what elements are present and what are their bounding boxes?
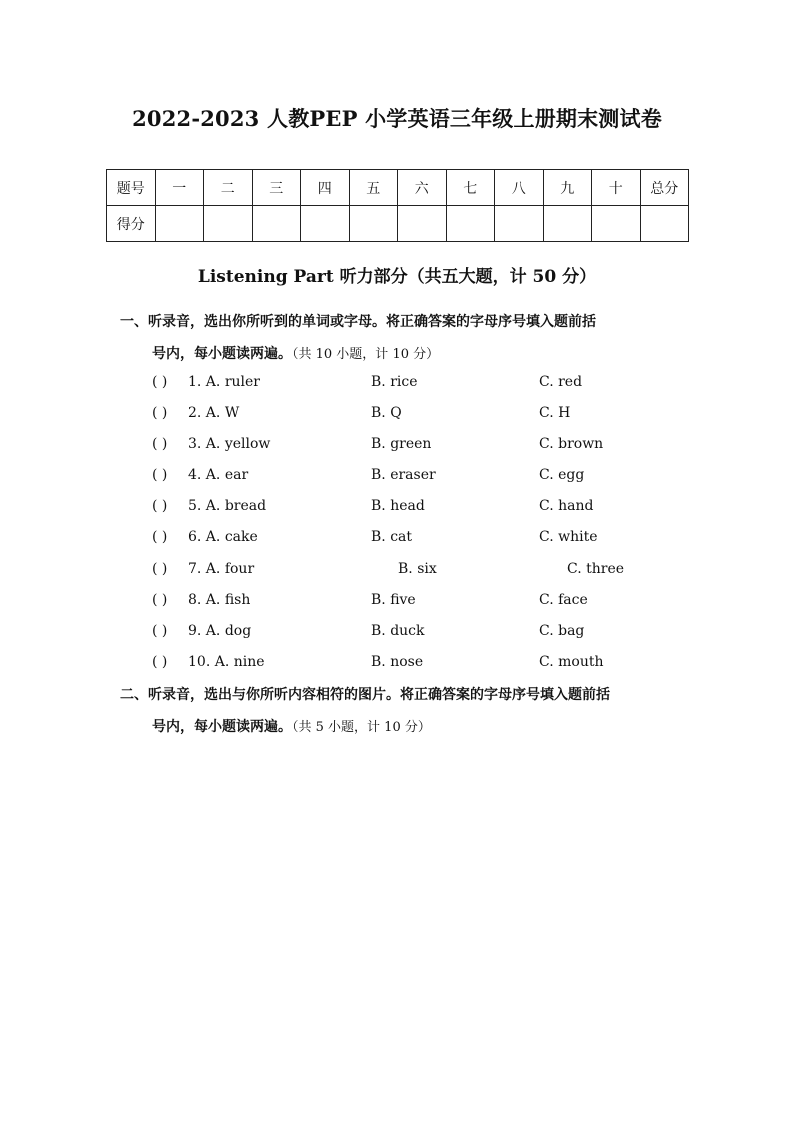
section-2-line-2: [152, 717, 700, 738]
score-blank-cell[interactable]: [204, 206, 253, 242]
question-row: [152, 654, 712, 674]
score-blank-cell[interactable]: [155, 206, 204, 242]
option-c: C. face: [539, 592, 588, 608]
score-blank-cell[interactable]: [640, 206, 689, 242]
score-cell-3: 三: [252, 170, 301, 206]
page-title: 2022-2023 人教PEP 小学英语三年级上册期末测试卷: [132, 106, 662, 131]
section-2-line-2-text: 号内，每小题读两遍。: [152, 719, 292, 735]
option-a: 6. A. cake: [188, 529, 258, 545]
question-row: [152, 436, 712, 456]
answer-blank[interactable]: ( ): [152, 436, 168, 452]
section-1-instructions: [120, 312, 700, 365]
option-b: B. nose: [371, 654, 424, 670]
question-row: [152, 467, 712, 487]
option-b: B. cat: [371, 529, 413, 545]
question-row: [152, 374, 712, 394]
answer-blank[interactable]: ( ): [152, 405, 168, 421]
option-c: C. three: [567, 561, 625, 577]
option-a: 9. A. dog: [188, 623, 252, 639]
score-cell-8: 八: [495, 170, 544, 206]
option-b: B. five: [371, 592, 416, 608]
answer-blank[interactable]: ( ): [152, 467, 168, 483]
score-blank-cell[interactable]: [495, 206, 544, 242]
question-row: [152, 529, 712, 549]
option-b: B. green: [371, 436, 432, 452]
option-c: C. white: [539, 529, 598, 545]
answer-blank[interactable]: ( ): [152, 623, 168, 639]
answer-blank[interactable]: ( ): [152, 561, 168, 577]
option-b: B. eraser: [371, 467, 436, 483]
score-blank-cell[interactable]: [592, 206, 641, 242]
option-c: C. H: [539, 405, 571, 421]
option-a: 10. A. nine: [188, 654, 265, 670]
score-cell-7: 七: [446, 170, 495, 206]
question-row: [152, 561, 712, 581]
score-cell-1: 一: [155, 170, 204, 206]
answer-blank[interactable]: ( ): [152, 498, 168, 514]
option-a: 8. A. fish: [188, 592, 251, 608]
option-a: 7. A. four: [188, 561, 255, 577]
option-c: C. bag: [539, 623, 585, 639]
option-c: C. egg: [539, 467, 585, 483]
score-blank-cell[interactable]: [543, 206, 592, 242]
question-row: [152, 623, 712, 643]
score-blank-cell[interactable]: [349, 206, 398, 242]
option-b: B. Q: [371, 405, 402, 421]
section-2-instructions: [120, 685, 700, 738]
score-cell-label: 题号: [107, 170, 156, 206]
option-a: 3. A. yellow: [188, 436, 271, 452]
option-c: C. brown: [539, 436, 604, 452]
question-row: [152, 405, 712, 425]
score-cell-total: 总分: [640, 170, 689, 206]
score-blank-cell[interactable]: [398, 206, 447, 242]
section-2-note: （共 5 小题，计 10 分）: [292, 720, 431, 735]
score-blank-cell[interactable]: [252, 206, 301, 242]
question-row: [152, 592, 712, 612]
score-blank-cell[interactable]: [301, 206, 350, 242]
answer-blank[interactable]: ( ): [152, 592, 168, 608]
section-1-line-1: 一、听录音，选出你所听到的单词或字母。将正确答案的字母序号填入题前括: [120, 314, 596, 330]
option-a: 2. A. W: [188, 405, 240, 421]
score-cell-5: 五: [349, 170, 398, 206]
score-blank-cell[interactable]: [446, 206, 495, 242]
score-table: [106, 169, 689, 242]
answer-blank[interactable]: ( ): [152, 374, 168, 390]
score-cell-9: 九: [543, 170, 592, 206]
question-row: [152, 498, 712, 518]
section-1-line-2-text: 号内，每小题读两遍。: [152, 346, 292, 362]
section-1-line-2: [152, 344, 700, 365]
answer-blank[interactable]: ( ): [152, 529, 168, 545]
section-2-line-1: 二、听录音，选出与你所听内容相符的图片。将正确答案的字母序号填入题前括: [120, 687, 610, 703]
option-a: 4. A. ear: [188, 467, 249, 483]
option-b: B. head: [371, 498, 425, 514]
score-cell-4: 四: [301, 170, 350, 206]
answer-blank[interactable]: ( ): [152, 654, 168, 670]
option-b: B. six: [398, 561, 437, 577]
option-b: B. duck: [371, 623, 425, 639]
score-cell-6: 六: [398, 170, 447, 206]
option-a: 5. A. bread: [188, 498, 267, 514]
score-row-label: 得分: [107, 206, 156, 242]
option-c: C. red: [539, 374, 583, 390]
score-cell-10: 十: [592, 170, 641, 206]
option-a: 1. A. ruler: [188, 374, 260, 390]
score-cell-2: 二: [204, 170, 253, 206]
option-b: B. rice: [371, 374, 418, 390]
listening-part-title: Listening Part 听力部分（共五大题，计 50 分）: [197, 267, 597, 287]
option-c: C. hand: [539, 498, 594, 514]
section-1-note: （共 10 小题，计 10 分）: [292, 347, 440, 362]
score-table-score-row: [107, 206, 689, 242]
score-table-header-row: [107, 170, 689, 206]
option-c: C. mouth: [539, 654, 604, 670]
